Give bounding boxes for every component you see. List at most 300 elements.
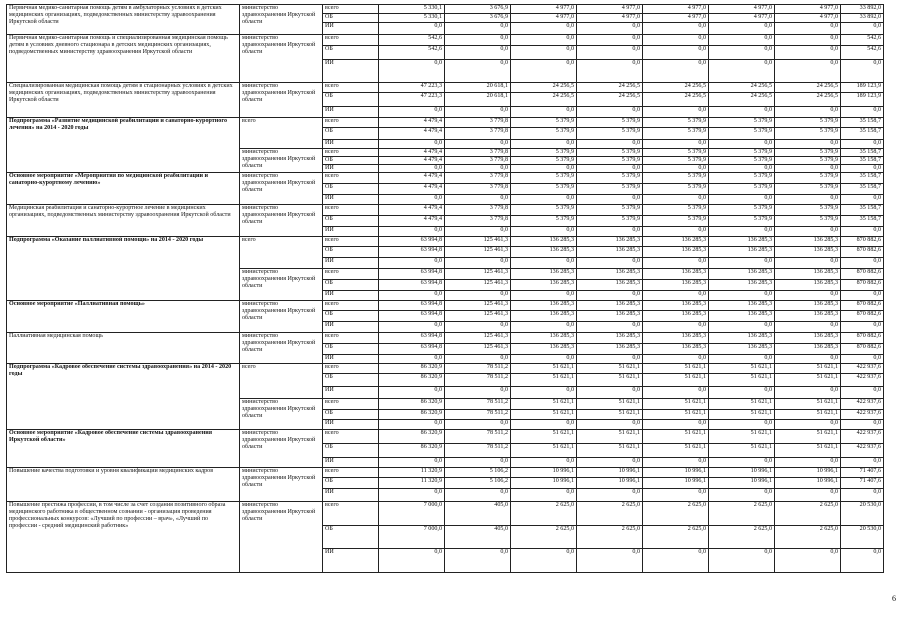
year-value-cell: 4 977,0 — [643, 5, 709, 14]
year-value-cell: 5 379,9 — [709, 216, 775, 227]
year-value-cell: 0,0 — [643, 35, 709, 46]
year-value-cell: 0,0 — [577, 291, 643, 301]
measure-name: Основное мероприятие «Паллиативная помощь» — [7, 301, 240, 333]
year-value-cell: 4 977,0 — [709, 14, 775, 23]
year-value-cell: 4 977,0 — [511, 14, 577, 23]
year-value-cell: 3 779,8 — [445, 216, 511, 227]
funding-source-cell: ОБ — [323, 374, 379, 387]
year-value-cell: 0,0 — [643, 420, 709, 430]
year-value-cell: 0,0 — [577, 60, 643, 83]
year-value-cell: 0,0 — [445, 60, 511, 83]
year-value-cell: 0,0 — [511, 420, 577, 430]
year-value-cell: 24 256,5 — [643, 93, 709, 107]
year-value-cell: 86 320,9 — [379, 410, 445, 420]
year-value-cell: 86 320,9 — [379, 399, 445, 410]
funding-source-cell: ИИ — [323, 291, 379, 301]
year-value-cell: 0,0 — [775, 195, 841, 205]
total-cell: 71 407,6 — [841, 478, 884, 489]
total-cell: 71 407,6 — [841, 468, 884, 478]
year-value-cell: 125 461,3 — [445, 237, 511, 247]
funding-source-cell: ИИ — [323, 322, 379, 333]
total-cell: 0,0 — [841, 227, 884, 237]
year-value-cell: 10 996,1 — [511, 468, 577, 478]
year-value-cell: 51 621,1 — [643, 410, 709, 420]
year-value-cell: 0,0 — [709, 387, 775, 399]
year-value-cell: 0,0 — [643, 165, 709, 173]
year-value-cell: 0,0 — [709, 227, 775, 237]
year-value-cell: 10 996,1 — [775, 468, 841, 478]
year-value-cell: 3 779,8 — [445, 173, 511, 184]
year-value-cell: 0,0 — [709, 258, 775, 269]
year-value-cell: 5 379,9 — [775, 118, 841, 128]
year-value-cell: 51 621,1 — [775, 399, 841, 410]
measure-name: Повышение престижа профессии, в том числе за счет создания позитивного образа медицинского работника в общественном сознании - организация проведения профессиональных конкурсов: «Лучший по профессии – врач», «Лучший по профессии - средний медицинский работник» — [7, 502, 240, 573]
year-value-cell: 24 256,5 — [709, 83, 775, 93]
year-value-cell: 0,0 — [709, 107, 775, 118]
year-value-cell: 0,0 — [445, 489, 511, 502]
year-value-cell: 3 779,8 — [445, 205, 511, 216]
year-value-cell: 5 379,9 — [709, 157, 775, 165]
table-row — [7, 333, 884, 344]
table-body — [7, 5, 884, 573]
year-value-cell: 0,0 — [775, 258, 841, 269]
table-row — [7, 237, 884, 247]
year-value-cell: 51 621,1 — [643, 374, 709, 387]
year-value-cell: 0,0 — [445, 23, 511, 35]
year-value-cell: 5 379,9 — [709, 184, 775, 195]
year-value-cell: 63 994,8 — [379, 344, 445, 355]
year-value-cell: 0,0 — [379, 549, 445, 573]
year-value-cell: 0,0 — [511, 549, 577, 573]
year-value-cell: 125 461,3 — [445, 301, 511, 311]
year-value-cell: 125 461,3 — [445, 344, 511, 355]
year-value-cell: 51 621,1 — [577, 410, 643, 420]
funding-source-cell: ИИ — [323, 549, 379, 573]
measure-name: Первичная медико-санитарная помощь и специализированная медицинская помощь детям в условиях дневного стационара в детских медицинских организациях, подведомственных министерству здравоохранения Иркутской области — [7, 35, 240, 83]
funding-source-cell: ИИ — [323, 420, 379, 430]
year-value-cell: 0,0 — [775, 489, 841, 502]
year-value-cell: 0,0 — [709, 489, 775, 502]
year-value-cell: 78 511,2 — [445, 374, 511, 387]
year-value-cell: 125 461,3 — [445, 311, 511, 322]
year-value-cell: 51 621,1 — [511, 444, 577, 458]
year-value-cell: 51 621,1 — [511, 399, 577, 410]
year-value-cell: 0,0 — [445, 291, 511, 301]
funding-source-cell: всего — [323, 364, 379, 374]
funding-source-cell: ОБ — [323, 444, 379, 458]
year-value-cell: 136 285,3 — [709, 237, 775, 247]
funding-source-cell: всего — [323, 173, 379, 184]
funding-source-cell: ОБ — [323, 280, 379, 291]
year-value-cell: 24 256,5 — [775, 93, 841, 107]
year-value-cell: 63 994,8 — [379, 280, 445, 291]
year-value-cell: 4 977,0 — [775, 5, 841, 14]
year-value-cell: 0,0 — [379, 140, 445, 149]
year-value-cell: 51 621,1 — [643, 364, 709, 374]
total-cell: 35 158,7 — [841, 205, 884, 216]
year-value-cell: 0,0 — [775, 355, 841, 364]
year-value-cell: 0,0 — [379, 23, 445, 35]
year-value-cell: 20 618,1 — [445, 83, 511, 93]
year-value-cell: 125 461,3 — [445, 269, 511, 280]
table-row — [7, 83, 884, 93]
measure-name: Подпрограмма «Кадровое обеспечение системы здравоохранения» на 2014 - 2020 годы — [7, 364, 240, 430]
year-value-cell: 136 285,3 — [709, 311, 775, 322]
year-value-cell: 51 621,1 — [577, 430, 643, 444]
year-value-cell: 136 285,3 — [709, 301, 775, 311]
funding-source-cell: ОБ — [323, 344, 379, 355]
year-value-cell: 51 621,1 — [511, 364, 577, 374]
funding-source-cell: ИИ — [323, 458, 379, 468]
year-value-cell: 0,0 — [577, 322, 643, 333]
year-value-cell: 2 625,0 — [643, 502, 709, 526]
total-cell: 20 530,0 — [841, 526, 884, 549]
year-value-cell: 51 621,1 — [709, 430, 775, 444]
year-value-cell: 86 320,9 — [379, 444, 445, 458]
year-value-cell: 5 379,9 — [643, 184, 709, 195]
year-value-cell: 51 621,1 — [775, 444, 841, 458]
year-value-cell: 78 511,2 — [445, 430, 511, 444]
year-value-cell: 136 285,3 — [577, 311, 643, 322]
year-value-cell: 0,0 — [379, 227, 445, 237]
year-value-cell: 5 379,9 — [511, 149, 577, 157]
year-value-cell: 51 621,1 — [643, 430, 709, 444]
year-value-cell: 0,0 — [775, 60, 841, 83]
executor-cell: министерство здравоохранения Иркутской области — [240, 333, 323, 364]
year-value-cell: 5 379,9 — [511, 157, 577, 165]
year-value-cell: 5 379,9 — [775, 157, 841, 165]
year-value-cell: 0,0 — [577, 355, 643, 364]
year-value-cell: 136 285,3 — [643, 311, 709, 322]
year-value-cell: 0,0 — [445, 549, 511, 573]
year-value-cell: 136 285,3 — [775, 333, 841, 344]
executor-cell: министерство здравоохранения Иркутской области — [240, 149, 323, 173]
year-value-cell: 24 256,5 — [775, 83, 841, 93]
table-row — [7, 35, 884, 46]
year-value-cell: 5 379,9 — [577, 184, 643, 195]
year-value-cell: 0,0 — [379, 291, 445, 301]
year-value-cell: 4 479,4 — [379, 149, 445, 157]
year-value-cell: 136 285,3 — [775, 301, 841, 311]
table-row — [7, 364, 884, 374]
total-cell: 542,6 — [841, 46, 884, 60]
executor-cell: министерство здравоохранения Иркутской области — [240, 83, 323, 118]
year-value-cell: 4 977,0 — [643, 14, 709, 23]
year-value-cell: 0,0 — [379, 489, 445, 502]
year-value-cell: 10 996,1 — [643, 478, 709, 489]
year-value-cell: 0,0 — [511, 107, 577, 118]
year-value-cell: 136 285,3 — [643, 333, 709, 344]
year-value-cell: 0,0 — [643, 46, 709, 60]
year-value-cell: 2 625,0 — [775, 526, 841, 549]
year-value-cell: 0,0 — [379, 195, 445, 205]
year-value-cell: 63 994,8 — [379, 269, 445, 280]
funding-source-cell: ОБ — [323, 93, 379, 107]
year-value-cell: 0,0 — [643, 291, 709, 301]
year-value-cell: 78 511,2 — [445, 364, 511, 374]
year-value-cell: 2 625,0 — [775, 502, 841, 526]
year-value-cell: 136 285,3 — [511, 269, 577, 280]
year-value-cell: 0,0 — [577, 23, 643, 35]
total-cell: 542,6 — [841, 35, 884, 46]
year-value-cell: 5 379,9 — [577, 216, 643, 227]
year-value-cell: 51 621,1 — [643, 444, 709, 458]
total-cell: 0,0 — [841, 140, 884, 149]
total-cell: 0,0 — [841, 355, 884, 364]
year-value-cell: 5 106,2 — [445, 478, 511, 489]
year-value-cell: 136 285,3 — [511, 311, 577, 322]
year-value-cell: 0,0 — [577, 420, 643, 430]
year-value-cell: 5 379,9 — [775, 128, 841, 140]
year-value-cell: 5 330,1 — [379, 14, 445, 23]
year-value-cell: 51 621,1 — [775, 374, 841, 387]
year-value-cell: 86 320,9 — [379, 430, 445, 444]
year-value-cell: 51 621,1 — [511, 374, 577, 387]
year-value-cell: 5 379,9 — [643, 118, 709, 128]
year-value-cell: 0,0 — [709, 355, 775, 364]
year-value-cell: 0,0 — [577, 195, 643, 205]
year-value-cell: 136 285,3 — [577, 237, 643, 247]
year-value-cell: 0,0 — [643, 23, 709, 35]
year-value-cell: 4 479,4 — [379, 216, 445, 227]
year-value-cell: 0,0 — [379, 420, 445, 430]
year-value-cell: 51 621,1 — [643, 399, 709, 410]
year-value-cell: 51 621,1 — [709, 410, 775, 420]
year-value-cell: 4 479,4 — [379, 118, 445, 128]
table-row — [7, 205, 884, 216]
year-value-cell: 5 379,9 — [577, 128, 643, 140]
year-value-cell: 136 285,3 — [511, 247, 577, 258]
total-cell: 33 892,0 — [841, 5, 884, 14]
year-value-cell: 0,0 — [643, 227, 709, 237]
year-value-cell: 2 625,0 — [643, 526, 709, 549]
funding-source-cell: всего — [323, 399, 379, 410]
year-value-cell: 51 621,1 — [577, 364, 643, 374]
year-value-cell: 136 285,3 — [511, 301, 577, 311]
year-value-cell: 0,0 — [709, 46, 775, 60]
funding-source-cell: всего — [323, 149, 379, 157]
funding-source-cell: ОБ — [323, 311, 379, 322]
budget-table — [6, 4, 884, 573]
year-value-cell: 136 285,3 — [511, 344, 577, 355]
year-value-cell: 24 256,5 — [511, 93, 577, 107]
year-value-cell: 86 320,9 — [379, 374, 445, 387]
measure-name: Подпрограмма «Оказание паллиативной помощи» на 2014 - 2020 годы — [7, 237, 240, 301]
funding-source-cell: ИИ — [323, 60, 379, 83]
year-value-cell: 0,0 — [511, 165, 577, 173]
year-value-cell: 0,0 — [577, 549, 643, 573]
total-cell: 422 937,6 — [841, 430, 884, 444]
year-value-cell: 51 621,1 — [577, 374, 643, 387]
year-value-cell: 5 379,9 — [775, 205, 841, 216]
year-value-cell: 51 621,1 — [709, 399, 775, 410]
table-row — [7, 468, 884, 478]
year-value-cell: 0,0 — [709, 165, 775, 173]
table-row — [7, 502, 884, 526]
total-cell: 870 882,6 — [841, 280, 884, 291]
year-value-cell: 47 223,3 — [379, 93, 445, 107]
year-value-cell: 63 994,8 — [379, 301, 445, 311]
table-row — [7, 430, 884, 444]
year-value-cell: 125 461,3 — [445, 247, 511, 258]
year-value-cell: 4 977,0 — [709, 5, 775, 14]
funding-source-cell: ОБ — [323, 478, 379, 489]
year-value-cell: 51 621,1 — [511, 410, 577, 420]
year-value-cell: 405,0 — [445, 526, 511, 549]
year-value-cell: 0,0 — [577, 227, 643, 237]
total-cell: 422 937,6 — [841, 374, 884, 387]
year-value-cell: 0,0 — [577, 165, 643, 173]
year-value-cell: 0,0 — [511, 355, 577, 364]
year-value-cell: 2 625,0 — [511, 526, 577, 549]
measure-name: Повышение качества подготовки и уровня квалификации медицинских кадров — [7, 468, 240, 502]
year-value-cell: 0,0 — [511, 258, 577, 269]
executor-cell: министерство здравоохранения Иркутской области — [240, 502, 323, 573]
year-value-cell: 136 285,3 — [511, 237, 577, 247]
table-row — [7, 5, 884, 14]
funding-source-cell: ОБ — [323, 46, 379, 60]
table-row — [7, 301, 884, 311]
year-value-cell: 5 379,9 — [643, 216, 709, 227]
funding-source-cell: ОБ — [323, 157, 379, 165]
year-value-cell: 51 621,1 — [577, 399, 643, 410]
year-value-cell: 10 996,1 — [577, 478, 643, 489]
funding-source-cell: ОБ — [323, 128, 379, 140]
year-value-cell: 0,0 — [445, 195, 511, 205]
year-value-cell: 0,0 — [709, 549, 775, 573]
year-value-cell: 136 285,3 — [775, 237, 841, 247]
year-value-cell: 136 285,3 — [577, 269, 643, 280]
year-value-cell: 136 285,3 — [709, 269, 775, 280]
year-value-cell: 24 256,5 — [709, 93, 775, 107]
total-cell: 0,0 — [841, 420, 884, 430]
year-value-cell: 4 479,4 — [379, 157, 445, 165]
year-value-cell: 0,0 — [775, 458, 841, 468]
measure-name: Основное мероприятие «Кадровое обеспечение системы здравоохранения Иркутской области» — [7, 430, 240, 468]
year-value-cell: 136 285,3 — [775, 344, 841, 355]
year-value-cell: 0,0 — [709, 420, 775, 430]
year-value-cell: 5 379,9 — [643, 149, 709, 157]
funding-source-cell: ИИ — [323, 258, 379, 269]
year-value-cell: 0,0 — [379, 322, 445, 333]
total-cell: 35 158,7 — [841, 128, 884, 140]
year-value-cell: 2 625,0 — [709, 526, 775, 549]
year-value-cell: 5 379,9 — [577, 149, 643, 157]
total-cell: 870 882,6 — [841, 269, 884, 280]
year-value-cell: 5 379,9 — [643, 128, 709, 140]
year-value-cell: 5 379,9 — [709, 118, 775, 128]
year-value-cell: 11 320,9 — [379, 468, 445, 478]
year-value-cell: 10 996,1 — [709, 468, 775, 478]
year-value-cell: 5 330,1 — [379, 5, 445, 14]
year-value-cell: 542,6 — [379, 35, 445, 46]
total-cell: 35 158,7 — [841, 184, 884, 195]
total-cell: 189 123,9 — [841, 83, 884, 93]
year-value-cell: 4 977,0 — [577, 14, 643, 23]
total-cell: 20 530,0 — [841, 502, 884, 526]
funding-source-cell: ИИ — [323, 140, 379, 149]
year-value-cell: 10 996,1 — [709, 478, 775, 489]
year-value-cell: 5 379,9 — [643, 205, 709, 216]
executor-cell: министерство здравоохранения Иркутской области — [240, 301, 323, 333]
year-value-cell: 0,0 — [643, 355, 709, 364]
year-value-cell: 0,0 — [379, 258, 445, 269]
year-value-cell: 4 977,0 — [511, 5, 577, 14]
year-value-cell: 0,0 — [577, 46, 643, 60]
funding-source-cell: ОБ — [323, 410, 379, 420]
measure-name: Специализированная медицинская помощь детям в стационарных условиях в детских медицинских организациях, подведомственных министерству здравоохранения Иркутской области — [7, 83, 240, 118]
year-value-cell: 0,0 — [775, 227, 841, 237]
year-value-cell: 0,0 — [511, 35, 577, 46]
year-value-cell: 542,6 — [379, 46, 445, 60]
year-value-cell: 0,0 — [577, 258, 643, 269]
funding-source-cell: всего — [323, 468, 379, 478]
year-value-cell: 0,0 — [577, 387, 643, 399]
year-value-cell: 51 621,1 — [775, 410, 841, 420]
executor-cell: министерство здравоохранения Иркутской области — [240, 468, 323, 502]
funding-source-cell: ОБ — [323, 184, 379, 195]
funding-source-cell: всего — [323, 83, 379, 93]
year-value-cell: 4 479,4 — [379, 173, 445, 184]
year-value-cell: 0,0 — [445, 227, 511, 237]
funding-source-cell: ИИ — [323, 165, 379, 173]
funding-source-cell: ИИ — [323, 387, 379, 399]
total-cell: 870 882,6 — [841, 301, 884, 311]
funding-source-cell: всего — [323, 35, 379, 46]
year-value-cell: 125 461,3 — [445, 333, 511, 344]
funding-source-cell: всего — [323, 502, 379, 526]
year-value-cell: 136 285,3 — [643, 247, 709, 258]
year-value-cell: 4 479,4 — [379, 128, 445, 140]
executor-cell: министерство здравоохранения Иркутской области — [240, 430, 323, 468]
year-value-cell: 5 379,9 — [577, 173, 643, 184]
year-value-cell: 5 379,9 — [709, 173, 775, 184]
year-value-cell: 136 285,3 — [511, 280, 577, 291]
funding-source-cell: ИИ — [323, 195, 379, 205]
total-cell: 0,0 — [841, 489, 884, 502]
year-value-cell: 0,0 — [709, 458, 775, 468]
page-number: 6 — [892, 594, 896, 603]
year-value-cell: 136 285,3 — [775, 311, 841, 322]
year-value-cell: 51 621,1 — [775, 430, 841, 444]
year-value-cell: 136 285,3 — [643, 344, 709, 355]
total-cell: 422 937,6 — [841, 399, 884, 410]
year-value-cell: 0,0 — [775, 291, 841, 301]
year-value-cell: 0,0 — [445, 140, 511, 149]
total-cell: 422 937,6 — [841, 444, 884, 458]
year-value-cell: 0,0 — [643, 140, 709, 149]
year-value-cell: 0,0 — [445, 35, 511, 46]
year-value-cell: 0,0 — [445, 165, 511, 173]
year-value-cell: 63 994,8 — [379, 333, 445, 344]
total-cell: 870 882,6 — [841, 247, 884, 258]
year-value-cell: 0,0 — [643, 489, 709, 502]
year-value-cell: 7 000,0 — [379, 502, 445, 526]
year-value-cell: 136 285,3 — [709, 344, 775, 355]
year-value-cell: 0,0 — [709, 35, 775, 46]
total-cell: 35 158,7 — [841, 118, 884, 128]
year-value-cell: 3 779,8 — [445, 184, 511, 195]
year-value-cell: 0,0 — [775, 322, 841, 333]
year-value-cell: 78 511,2 — [445, 399, 511, 410]
year-value-cell: 136 285,3 — [709, 333, 775, 344]
total-cell: 422 937,6 — [841, 410, 884, 420]
total-cell: 0,0 — [841, 258, 884, 269]
executor-cell: всего — [240, 364, 323, 399]
year-value-cell: 136 285,3 — [775, 269, 841, 280]
year-value-cell: 0,0 — [379, 107, 445, 118]
funding-source-cell: всего — [323, 237, 379, 247]
